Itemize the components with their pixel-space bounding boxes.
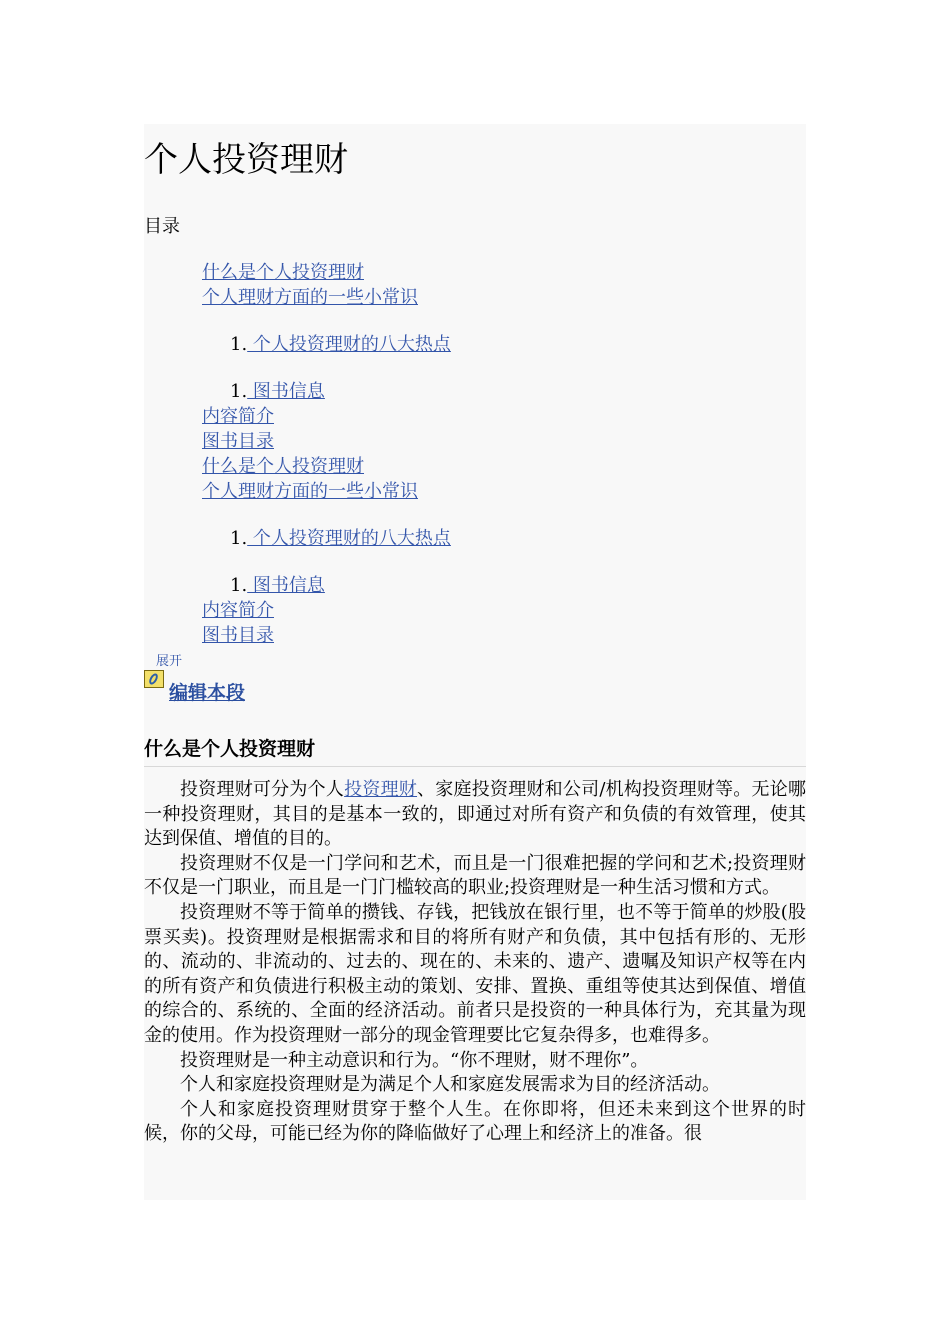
- toc-link[interactable]: 什么是个人投资理财: [202, 262, 364, 283]
- toc-link[interactable]: 图书目录: [202, 625, 274, 646]
- toc-link[interactable]: 内容简介: [202, 600, 274, 621]
- toc-sub-link[interactable]: 1. 图书信息: [230, 575, 325, 596]
- toc-sub-link[interactable]: 1. 个人投资理财的八大热点: [230, 528, 451, 549]
- edit-label[interactable]: 编辑本段: [169, 682, 246, 704]
- toc-link[interactable]: 图书目录: [202, 431, 274, 452]
- toc-link[interactable]: 内容简介: [202, 406, 274, 427]
- paragraph: 投资理财不仅是一门学问和艺术，而且是一门很难把握的学问和艺术;投资理财不仅是一门职业，而且是一门门槛较高的职业;投资理财是一种生活习惯和方式。: [144, 852, 806, 899]
- section-title: 什么是个人投资理财: [144, 738, 316, 760]
- paragraph: 个人和家庭投资理财是为满足个人和家庭发展需求为目的经济活动。: [180, 1074, 720, 1096]
- paragraph: 投资理财不等于简单的攒钱、存钱，把钱放在银行里，也不等于简单的炒股(股票买卖)。投资理财是根据需求和目的将所有财产和负债，其中包括有形的、无形的、流动的、非流动的、过去的、现在的、未来的、遗产、遗嘱及知识产权等在内的所有资产和负债进行积极主动的策划、安排、置换、重组等使其达到保值、增值的综合的、系统的、全面的经济活动。前者只是投资的一种具体行为，充其量为现金的使用。作为投资理财一部分的现金管理要比它复杂得多，也难得多。: [144, 901, 806, 1046]
- expand-toggle[interactable]: 展开: [156, 654, 183, 669]
- section-divider: [144, 766, 806, 767]
- toc-link[interactable]: 什么是个人投资理财: [202, 456, 364, 477]
- toc-sub-link[interactable]: 1. 个人投资理财的八大热点: [230, 334, 451, 355]
- toc-link[interactable]: 个人理财方面的一些小常识: [202, 287, 418, 308]
- toc-link[interactable]: 个人理财方面的一些小常识: [202, 481, 418, 502]
- paragraph: 个人和家庭投资理财贯穿于整个人生。在你即将，但还未来到这个世界的时候，你的父母，可能已经为你的降临做好了心理上和经济上的准备。很: [144, 1098, 806, 1145]
- edit-icon: [144, 670, 164, 688]
- toc-heading: 目录: [144, 216, 180, 237]
- paragraph: 投资理财可分为个人投资理财、家庭投资理财和公司/机构投资理财等。无论哪一种投资理财，其目的是基本一致的，即通过对所有资产和负债的有效管理，使其达到保值、增值的目的。: [144, 779, 806, 850]
- toc-sub-link[interactable]: 1. 图书信息: [230, 381, 325, 402]
- inline-link[interactable]: 投资理财: [344, 779, 418, 800]
- paragraph: 投资理财是一种主动意识和行为。“你不理财，财不理你”。: [180, 1049, 649, 1071]
- article-body: [144, 778, 806, 1147]
- document-page: [144, 124, 806, 1200]
- page-title: 个人投资理财: [144, 140, 348, 180]
